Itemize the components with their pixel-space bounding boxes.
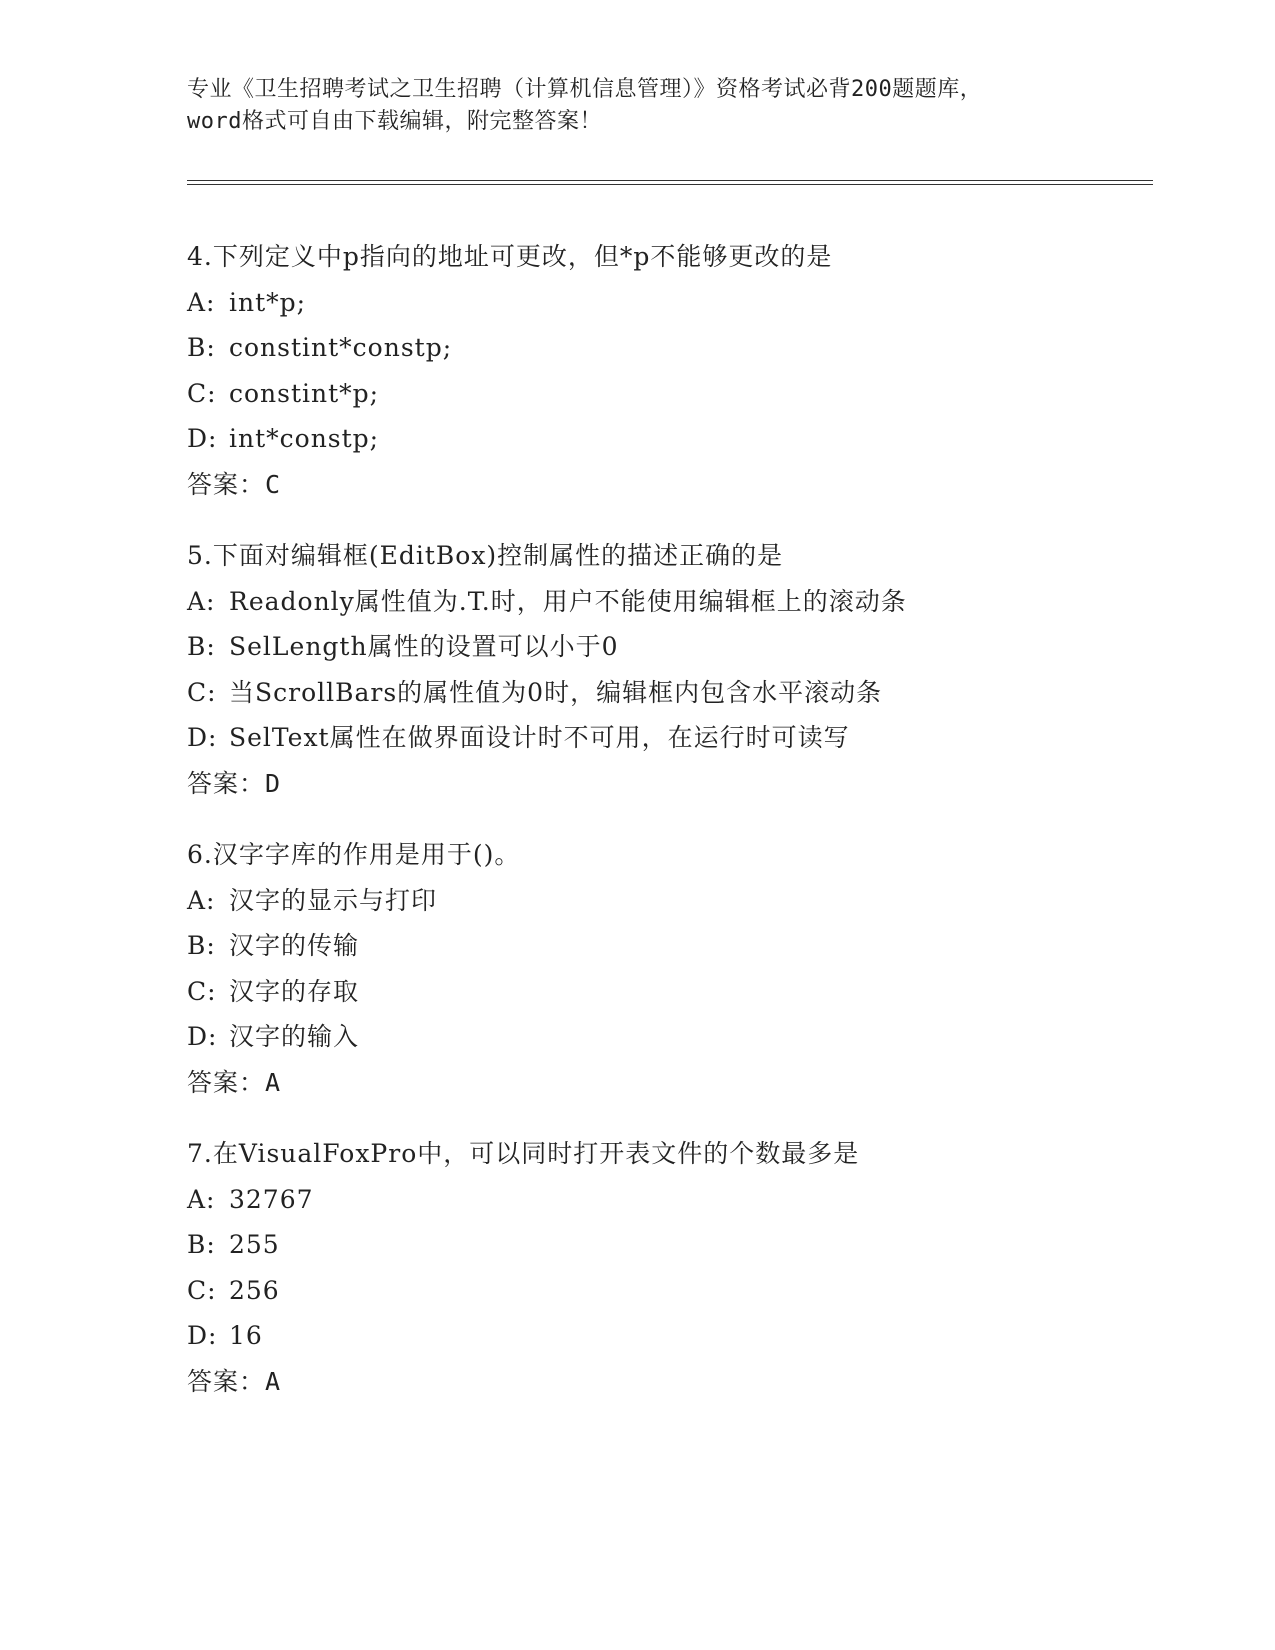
- option-a: [187, 878, 1187, 924]
- option-text: int*p;: [229, 287, 307, 317]
- option-d: [187, 715, 1187, 761]
- option-a: [187, 280, 1187, 326]
- header-divider-bottom: [187, 184, 1153, 185]
- option-text: Readonly属性值为.T.时，用户不能使用编辑框上的滚动条: [229, 586, 907, 616]
- option-text: 汉字的传输: [229, 931, 360, 960]
- option-b: [187, 1222, 1187, 1268]
- option-letter: A:: [187, 885, 216, 915]
- option-letter: D:: [187, 1022, 218, 1051]
- option-b: [187, 624, 1187, 670]
- question-stem: 4.下列定义中p指向的地址可更改，但*p不能够更改的是: [187, 242, 833, 271]
- question-stem: 6.汉字字库的作用是用于()。: [187, 840, 521, 869]
- option-text: 当ScrollBars的属性值为0时，编辑框内包含水平滚动条: [229, 677, 883, 707]
- answer-line: 答案：D: [187, 768, 282, 798]
- option-text: 16: [229, 1321, 263, 1350]
- answer-line: 答案：C: [187, 469, 282, 499]
- question-stem: 5.下面对编辑框(EditBox)控制属性的描述正确的是: [187, 541, 784, 570]
- option-text: constint*p;: [229, 378, 380, 408]
- option-letter: B:: [187, 632, 216, 661]
- option-d: [187, 1014, 1187, 1060]
- option-letter: D:: [187, 424, 218, 453]
- option-text: constint*constp;: [229, 333, 453, 362]
- option-letter: B:: [187, 931, 216, 960]
- document-header: [187, 74, 1087, 138]
- question-5: [187, 533, 1187, 806]
- option-text: 汉字的存取: [229, 976, 360, 1006]
- question-list: [187, 234, 1187, 1430]
- question-7: [187, 1131, 1187, 1404]
- option-c: [187, 969, 1187, 1015]
- header-line-1: 专业《卫生招聘考试之卫生招聘（计算机信息管理）》资格考试必背200题题库，: [187, 77, 983, 102]
- question-4: [187, 234, 1187, 507]
- question-stem: 7.在VisualFoxPro中，可以同时打开表文件的个数最多是: [187, 1139, 860, 1168]
- option-c: [187, 371, 1187, 417]
- option-text: SelLength属性的设置可以小于0: [229, 632, 619, 661]
- option-letter: C:: [187, 976, 217, 1006]
- header-divider-top: [187, 180, 1153, 181]
- option-text: 汉字的显示与打印: [229, 885, 438, 915]
- option-b: [187, 325, 1187, 371]
- option-c: [187, 1268, 1187, 1314]
- option-d: [187, 1313, 1187, 1359]
- option-letter: C:: [187, 378, 217, 408]
- option-d: [187, 416, 1187, 462]
- question-6: [187, 832, 1187, 1105]
- option-text: 256: [229, 1275, 280, 1305]
- answer-line: 答案：A: [187, 1067, 282, 1097]
- option-letter: B:: [187, 333, 216, 362]
- option-letter: D:: [187, 723, 218, 752]
- option-a: [187, 1177, 1187, 1223]
- option-letter: C:: [187, 677, 217, 707]
- option-b: [187, 923, 1187, 969]
- option-text: 汉字的输入: [229, 1022, 360, 1051]
- option-text: 255: [229, 1230, 280, 1259]
- option-letter: A:: [187, 586, 216, 616]
- option-letter: A:: [187, 287, 216, 317]
- option-letter: A:: [187, 1184, 216, 1214]
- option-text: 32767: [229, 1184, 314, 1214]
- option-text: SelText属性在做界面设计时不可用，在运行时可读写: [229, 723, 850, 752]
- header-line-2: word格式可自由下载编辑，附完整答案！: [187, 109, 602, 134]
- option-a: [187, 579, 1187, 625]
- option-letter: D:: [187, 1321, 218, 1350]
- option-text: int*constp;: [229, 424, 380, 453]
- option-letter: B:: [187, 1230, 216, 1259]
- option-c: [187, 670, 1187, 716]
- answer-line: 答案：A: [187, 1366, 282, 1396]
- option-letter: C:: [187, 1275, 217, 1305]
